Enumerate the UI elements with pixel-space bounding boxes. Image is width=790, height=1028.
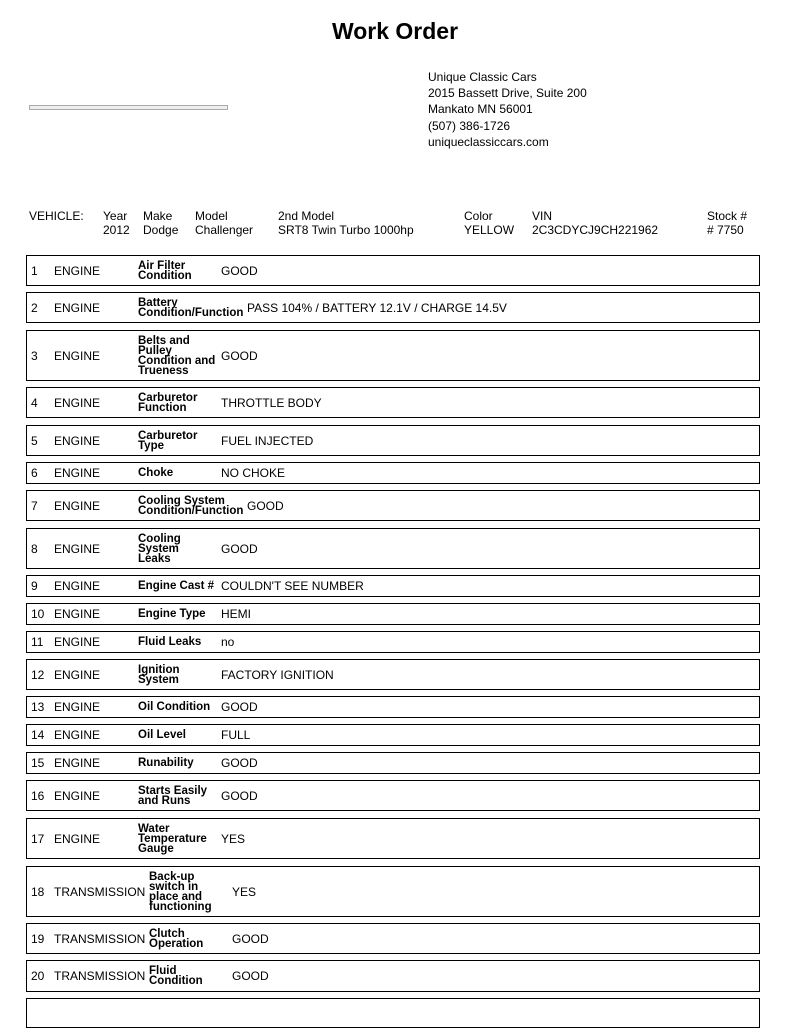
item-category: TRANSMISSION — [54, 931, 146, 946]
item-category: ENGINE — [54, 541, 101, 556]
vehicle-model2-value: SRT8 Twin Turbo 1000hp — [278, 223, 414, 237]
item-label: Choke — [138, 467, 174, 479]
item-category: ENGINE — [54, 498, 101, 513]
company-address-line1: 2015 Bassett Drive, Suite 200 — [428, 86, 587, 101]
item-label: Water Temperature Gauge — [138, 822, 207, 855]
logo-placeholder — [29, 105, 228, 110]
item-value: GOOD — [221, 263, 258, 278]
item-category: ENGINE — [54, 300, 101, 315]
item-category: TRANSMISSION — [54, 969, 146, 983]
item-value: COULDN'T SEE NUMBER — [221, 579, 364, 593]
table-row — [26, 696, 760, 718]
item-number: 17 — [31, 831, 45, 846]
item-label: Air Filter Condition — [138, 259, 192, 282]
item-category: ENGINE — [54, 579, 101, 593]
table-row — [26, 752, 760, 774]
item-number: 8 — [31, 541, 38, 556]
vehicle-make-header: Make — [143, 209, 173, 223]
vehicle-year-column — [103, 209, 130, 237]
item-category: ENGINE — [54, 728, 101, 742]
table-row — [26, 330, 760, 381]
vehicle-year-header: Year — [103, 209, 128, 223]
company-website[interactable]: uniqueclassiccars.com — [428, 134, 549, 149]
item-number: 2 — [31, 300, 38, 315]
item-value: GOOD — [232, 969, 269, 983]
table-row — [26, 724, 760, 746]
table-row — [26, 960, 760, 992]
item-category: ENGINE — [54, 831, 101, 846]
vehicle-vin-value: 2C3CDYCJ9CH221962 — [532, 223, 659, 237]
item-label: Back-up switch in place and functioning — [149, 870, 212, 913]
item-value: THROTTLE BODY — [221, 395, 322, 410]
item-label: Carburetor Function — [138, 391, 198, 414]
item-number: 11 — [31, 635, 44, 649]
item-number: 13 — [31, 700, 45, 714]
item-label: Engine Type — [138, 608, 206, 620]
item-value: YES — [232, 884, 257, 899]
company-name: Unique Classic Cars — [428, 70, 537, 84]
item-category: TRANSMISSION — [54, 884, 146, 899]
item-label: Cooling System Condition/Function — [138, 494, 244, 517]
table-row — [26, 462, 760, 484]
vehicle-vin-column — [532, 209, 658, 237]
item-number: 9 — [31, 579, 38, 593]
item-value: GOOD — [221, 700, 258, 714]
page-title: Work Order — [331, 18, 459, 44]
vehicle-stock-header: Stock # — [707, 209, 748, 223]
vehicle-stock-column — [707, 209, 747, 237]
item-number: 5 — [31, 433, 38, 448]
item-number: 6 — [31, 466, 38, 480]
item-category: ENGINE — [54, 348, 101, 363]
item-number: 10 — [31, 607, 45, 621]
item-value: GOOD — [247, 498, 284, 513]
item-value: GOOD — [221, 541, 258, 556]
item-value: no — [221, 635, 235, 649]
table-row — [26, 575, 760, 597]
item-value: GOOD — [221, 756, 258, 770]
item-label: Battery Condition/Function — [138, 296, 244, 319]
item-label: Oil Condition — [138, 701, 211, 713]
item-category: ENGINE — [54, 263, 101, 278]
table-row-partial — [26, 998, 760, 1028]
vehicle-model-value: Challenger — [195, 223, 254, 237]
item-category: ENGINE — [54, 667, 101, 682]
item-number: 16 — [31, 788, 45, 803]
item-label: Belts and Pulley Condition and Trueness — [138, 334, 216, 377]
item-category: ENGINE — [54, 700, 101, 714]
table-row — [26, 866, 760, 917]
item-number: 4 — [31, 395, 38, 410]
item-category: ENGINE — [54, 756, 101, 770]
company-phone: (507) 386-1726 — [428, 118, 511, 133]
item-category: ENGINE — [54, 433, 101, 448]
vehicle-model-column — [195, 209, 253, 237]
item-number: 19 — [31, 931, 45, 946]
vehicle-make-value: Dodge — [143, 223, 179, 237]
vehicle-model2-column — [278, 209, 414, 237]
item-label: Cooling System Leaks — [138, 532, 181, 565]
item-number: 7 — [31, 498, 38, 513]
vehicle-color-value: YELLOW — [464, 223, 515, 237]
item-label: Starts Easily and Runs — [138, 784, 208, 807]
vehicle-color-column — [464, 209, 514, 237]
table-row — [26, 631, 760, 653]
item-category: ENGINE — [54, 395, 101, 410]
item-value: GOOD — [221, 788, 258, 803]
item-value: PASS 104% / BATTERY 12.1V / CHARGE 14.5V — [247, 300, 507, 315]
item-number: 3 — [31, 348, 38, 363]
table-row — [26, 818, 760, 859]
table-row — [26, 603, 760, 625]
item-value: YES — [221, 831, 246, 846]
item-value: HEMI — [221, 607, 251, 621]
table-row — [26, 292, 760, 323]
item-label: Carburetor Type — [138, 429, 198, 452]
item-value: GOOD — [232, 931, 269, 946]
table-row — [26, 923, 760, 954]
item-label: Fluid Condition — [149, 965, 203, 987]
item-value: FACTORY IGNITION — [221, 667, 334, 682]
table-row — [26, 780, 760, 811]
vehicle-make-column — [143, 209, 178, 237]
item-number: 14 — [31, 728, 45, 742]
item-label: Runability — [138, 757, 194, 769]
item-value: NO CHOKE — [221, 466, 286, 480]
item-category: ENGINE — [54, 788, 101, 803]
item-value: GOOD — [221, 348, 258, 363]
item-number: 20 — [31, 969, 45, 983]
item-number: 15 — [31, 756, 45, 770]
company-info — [428, 69, 587, 150]
item-value: FULL — [221, 728, 251, 742]
item-value: FUEL INJECTED — [221, 433, 314, 448]
item-category: ENGINE — [54, 466, 101, 480]
table-row — [26, 387, 760, 418]
vehicle-stock-value: # 7750 — [707, 223, 744, 237]
vehicle-model2-header: 2nd Model — [278, 209, 335, 223]
item-label: Ignition System — [138, 663, 180, 686]
table-row — [26, 528, 760, 569]
item-number: 18 — [31, 884, 45, 899]
vehicle-year-value: 2012 — [103, 223, 130, 237]
item-category: ENGINE — [54, 607, 101, 621]
company-address-line2: Mankato MN 56001 — [428, 102, 533, 117]
item-number: 12 — [31, 667, 45, 682]
item-label: Engine Cast # — [138, 580, 215, 592]
vehicle-color-header: Color — [464, 209, 493, 223]
vehicle-model-header: Model — [195, 209, 228, 223]
table-row — [26, 659, 760, 690]
item-label: Clutch Operation — [149, 927, 204, 950]
item-number: 1 — [31, 263, 38, 278]
table-row — [26, 425, 760, 456]
table-row — [26, 490, 760, 521]
item-label: Fluid Leaks — [138, 636, 202, 648]
vehicle-label: VEHICLE: — [29, 209, 84, 223]
table-row — [26, 255, 760, 286]
item-category: ENGINE — [54, 635, 101, 649]
vehicle-vin-header: VIN — [532, 209, 553, 223]
item-label: Oil Level — [138, 729, 186, 741]
